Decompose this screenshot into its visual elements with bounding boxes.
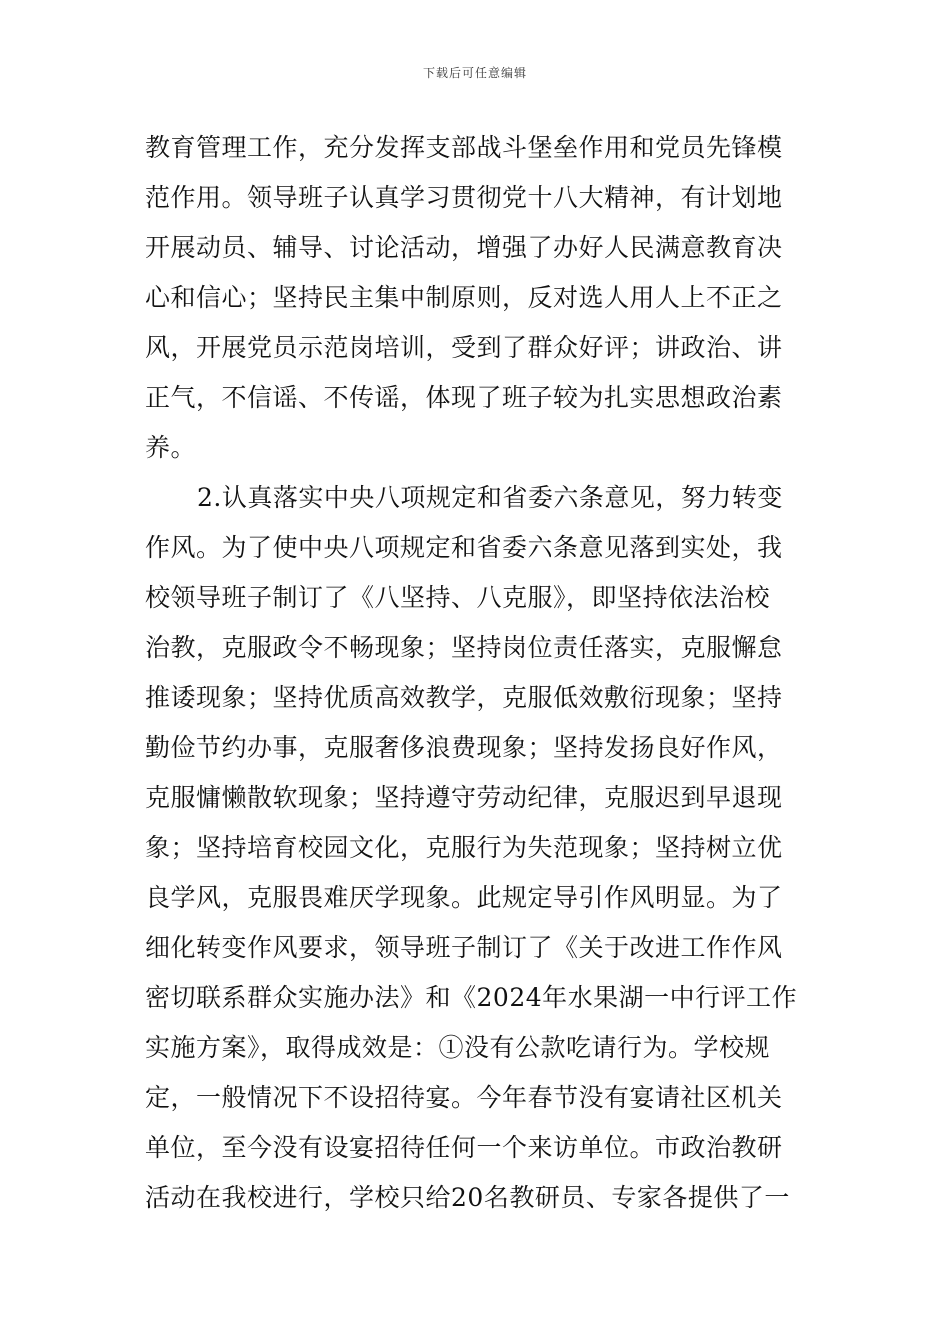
paragraph-start-line: 2.认真落实中央八项规定和省委六条意见，努力转变 [197,483,783,512]
text-line: 治教，克服政令不畅现象；坚持岗位责任落实，克服懈怠 [145,633,783,662]
text-line: 养。 [145,433,197,462]
text-line: 作风。为了使中央八项规定和省委六条意见落到实处，我 [145,533,783,562]
text-line: 勤俭节约办事，克服奢侈浪费现象；坚持发扬良好作风， [145,733,783,762]
text-line: 开展动员、辅导、讨论活动，增强了办好人民满意教育决 [145,233,783,262]
text-line: 克服慵懒散软现象；坚持遵守劳动纪律，克服迟到早退现 [145,783,783,812]
text-line: 单位，至今没有设宴招待任何一个来访单位。市政治教研 [145,1133,783,1162]
text-line: 象；坚持培育校园文化，克服行为失范现象；坚持树立优 [145,833,783,862]
text-line: 定，一般情况下不设招待宴。今年春节没有宴请社区机关 [145,1083,783,1112]
text-line: 密切联系群众实施办法》和《2024年水果湖一中行评工作 [145,983,798,1012]
page-header: 下载后可任意编辑 [422,66,527,80]
text-line: 活动在我校进行，学校只给20名教研员、专家各提供了一 [145,1183,790,1212]
text-line: 良学风，克服畏难厌学现象。此规定导引作风明显。为了 [145,883,783,912]
text-line: 心和信心；坚持民主集中制原则，反对选人用人上不正之 [145,283,783,312]
text-line: 风，开展党员示范岗培训，受到了群众好评；讲政治、讲 [145,333,783,362]
text-line: 实施方案》，取得成效是：①没有公款吃请行为。学校规 [145,1033,771,1062]
text-line: 范作用。领导班子认真学习贯彻党十八大精神，有计划地 [145,183,783,212]
text-line: 推诿现象；坚持优质高效教学，克服低效敷衍现象；坚持 [145,683,783,712]
text-line: 教育管理工作，充分发挥支部战斗堡垒作用和党员先锋模 [145,133,783,162]
text-line: 正气，不信谣、不传谣，体现了班子较为扎实思想政治素 [145,383,783,412]
text-line: 校领导班子制订了《八坚持、八克服》，即坚持依法治校 [145,583,771,612]
text-line: 细化转变作风要求，领导班子制订了《关于改进工作作风 [145,933,783,962]
